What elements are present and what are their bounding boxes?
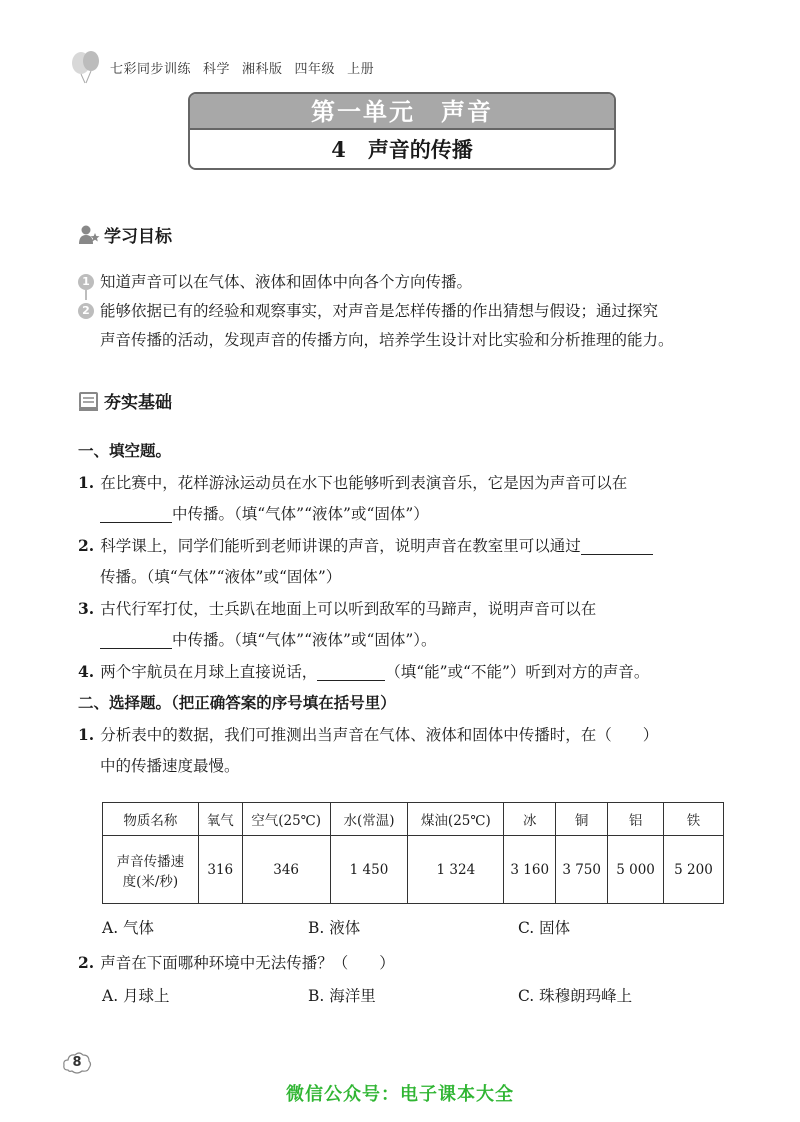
table-cell: 1 324 (408, 836, 504, 904)
choice-question-1 (78, 719, 728, 751)
table-header-cell: 铜 (556, 803, 608, 836)
question-number: 2. (78, 953, 95, 972)
fill-heading: 一、填空题。 (78, 442, 172, 460)
table-cell: 316 (198, 836, 242, 904)
header-series: 七彩同步训练 (110, 61, 192, 77)
page-number (62, 1050, 92, 1076)
goal-text: 知道声音可以在气体、液体和固体中向各个方向传播。 (100, 273, 473, 291)
option-c[interactable]: C. 珠穆朗玛峰上 (518, 987, 633, 1005)
question-number: 3. (78, 599, 95, 618)
table-header-cell: 氧气 (198, 803, 242, 836)
question-text: 分析表中的数据，我们可推测出当声音在气体、液体和固体中传播时，在（ ） (100, 726, 659, 744)
page-number-label: 8 (72, 1055, 82, 1070)
lesson-number: 4 (331, 137, 346, 162)
question-number: 2. (78, 536, 95, 555)
goal-item (78, 268, 738, 297)
row-label-line: 声音传播速 (116, 853, 185, 870)
fill-question-4 (78, 656, 728, 688)
question-text: 中传播。（填“气体”“液体”或“固体”）。 (172, 631, 437, 649)
fill-question-3-line2 (78, 625, 728, 656)
question-text: 中传播。（填“气体”“液体”或“固体”） (172, 505, 429, 523)
goal-number-badge: 2 (78, 303, 94, 319)
question-text: 古代行军打仗，士兵趴在地面上可以听到敌军的马蹄声，说明声音可以在 (100, 600, 597, 618)
table-cell: 1 450 (330, 836, 408, 904)
header-text (110, 58, 386, 77)
fill-question-2-line2: 传播。（填“气体”“液体”或“固体”） (100, 568, 342, 586)
goal-number-badge: 1 (78, 274, 94, 290)
answer-blank[interactable] (100, 505, 172, 523)
choice-question-2 (78, 947, 728, 979)
choice-question-1-line2: 中的传播速度最慢。 (100, 757, 240, 775)
fill-question-3 (78, 593, 728, 625)
table-header-cell: 物质名称 (103, 803, 199, 836)
lesson-title: 声音的传播 (367, 137, 473, 162)
unit-title: 第一单元 声音 (190, 94, 614, 130)
goal-text-continued: 声音传播的活动，发现声音的传播方向，培养学生设计对比实验和分析推理的能力。 (100, 331, 674, 349)
choice-heading: 二、选择题。（把正确答案的序号填在括号里） (78, 694, 396, 712)
option-b[interactable]: B. 液体 (308, 919, 361, 937)
answer-blank[interactable] (100, 631, 172, 649)
fill-question-2 (78, 530, 728, 562)
question-number: 1. (78, 725, 95, 744)
question-text: 两个宇航员在月球上直接说话， (100, 663, 318, 681)
table-header-cell: 铝 (608, 803, 664, 836)
table-header-cell: 水(常温) (330, 803, 408, 836)
table-header-row (103, 803, 724, 836)
table-header-cell: 空气(25℃) (242, 803, 330, 836)
option-c[interactable]: C. 固体 (518, 919, 571, 937)
fill-question-1 (78, 467, 728, 499)
table-header-cell: 煤油(25℃) (408, 803, 504, 836)
option-a[interactable]: A. 气体 (102, 919, 155, 937)
row-label-line: 度(米/秒) (122, 873, 179, 890)
lesson-title-row (190, 130, 614, 170)
question-text: 科学课上，同学们能听到老师讲课的声音，说明声音在教室里可以通过 (100, 537, 581, 555)
unit-title-box (188, 92, 616, 170)
question-number: 4. (78, 662, 95, 681)
question-text: 声音在下面哪种环境中无法传播？（ ） (100, 954, 395, 972)
answer-blank[interactable] (317, 663, 385, 681)
option-a[interactable]: A. 月球上 (102, 987, 170, 1005)
sound-speed-table (102, 802, 724, 904)
table-row (103, 836, 724, 904)
answer-blank[interactable] (581, 537, 653, 555)
header-grade: 四年级 (294, 61, 336, 77)
goals-heading-label: 学习目标 (104, 227, 172, 247)
header-edition: 湘科版 (242, 61, 283, 77)
book-icon (78, 390, 100, 412)
basics-heading-label: 夯实基础 (104, 393, 172, 413)
question-number: 1. (78, 473, 95, 492)
goals-heading (78, 222, 172, 247)
table-cell: 5 200 (664, 836, 724, 904)
learner-icon (78, 224, 100, 246)
table-cell: 5 000 (608, 836, 664, 904)
fill-section (78, 436, 728, 782)
fill-question-1-line2 (78, 499, 728, 530)
goal-item (78, 297, 738, 355)
goal-text: 能够依据已有的经验和观察事实，对声音是怎样传播的作出猜想与假设；通过探究 (100, 302, 659, 320)
table-cell: 3 750 (556, 836, 608, 904)
basics-heading (78, 388, 172, 413)
question-text: （填“能”或“不能”）听到对方的声音。 (385, 663, 650, 681)
header-subject: 科学 (203, 61, 231, 77)
header-volume: 上册 (347, 61, 375, 77)
table-cell: 346 (242, 836, 330, 904)
option-b[interactable]: B. 海洋里 (308, 987, 376, 1005)
running-header (68, 50, 386, 84)
table-cell: 3 160 (504, 836, 556, 904)
watermark: 微信公众号：电子课本大全 (286, 1084, 514, 1105)
balloon-logo-icon (68, 50, 104, 84)
goals-list (78, 268, 738, 355)
table-header-cell: 冰 (504, 803, 556, 836)
table-row-label (103, 836, 199, 904)
table-header-cell: 铁 (664, 803, 724, 836)
question-text: 在比赛中，花样游泳运动员在水下也能够听到表演音乐，它是因为声音可以在 (100, 474, 628, 492)
